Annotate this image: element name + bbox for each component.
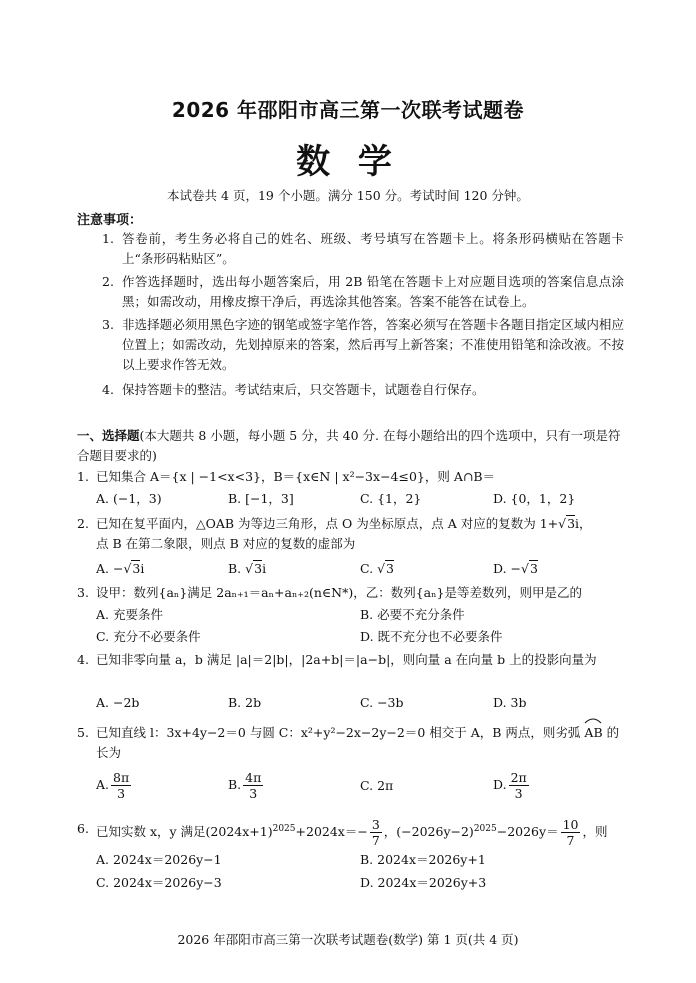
options-row bbox=[96, 695, 626, 715]
option-a: A. −√3i bbox=[96, 561, 145, 576]
option-d: D. −√3 bbox=[493, 561, 538, 576]
options-row bbox=[96, 561, 626, 581]
numerator: 2π bbox=[510, 770, 527, 785]
denominator: 3 bbox=[514, 786, 523, 801]
notice-heading: 注意事项： bbox=[77, 213, 143, 228]
option-b: B. 2024x＝2026y+1 bbox=[360, 852, 486, 867]
question-2 bbox=[77, 514, 625, 554]
option-b: B. √3i bbox=[228, 561, 267, 576]
question-number: 2. bbox=[77, 516, 89, 531]
option-label: B. bbox=[228, 777, 242, 792]
option-d bbox=[493, 770, 531, 801]
options-row bbox=[96, 873, 626, 893]
fraction bbox=[509, 770, 529, 801]
options-row bbox=[96, 627, 626, 647]
stem-text: ，则 bbox=[582, 824, 608, 840]
denominator: 3 bbox=[117, 786, 126, 801]
option-a: A. −2b bbox=[96, 695, 140, 710]
option-c: C. 2024x＝2026y−3 bbox=[96, 875, 222, 890]
options-row bbox=[96, 850, 626, 870]
question-stem: 已知非零向量 a，b 满足 |a|＝2|b|，|2a+b|＝|a−b|，则向量 a 在向量 b 上的投影向量为 bbox=[96, 652, 597, 667]
option-c: C. −3b bbox=[360, 695, 404, 710]
question-number: 1. bbox=[77, 469, 89, 484]
notice-item-text: 作答选择题时，选出每小题答案后，用 2B 铅笔在答题卡上对应题目选项的答案信息点涂黑；如需改动，用橡皮擦干净后，再选涂其他答案。答案不能答在试卷上。 bbox=[122, 274, 624, 309]
numerator: 8π bbox=[113, 770, 130, 785]
arc-icon bbox=[583, 716, 603, 724]
option-suffix: i bbox=[262, 561, 267, 576]
notice-item-number: 3. bbox=[102, 317, 114, 332]
option-a bbox=[96, 770, 133, 801]
section-heading bbox=[77, 426, 625, 466]
stem-text: i， bbox=[575, 516, 592, 531]
option-c: C. 充分不必要条件 bbox=[96, 629, 201, 644]
option-d: D. 既不充分也不必要条件 bbox=[360, 629, 503, 644]
subject-title: 数 学 bbox=[296, 142, 400, 182]
question-number: 4. bbox=[77, 652, 89, 667]
question-stem: 已知在复平面内，△OAB 为等边三角形，点 O 为坐标原点，点 A 对应的复数为 1+√3i， 点 B 在第二象限，则点 B 对应的复数的虚部为 bbox=[96, 516, 592, 551]
section-label: 一、选择题 bbox=[77, 428, 140, 443]
option-d: D. 2024x＝2026y+3 bbox=[360, 875, 487, 890]
numerator: 3 bbox=[371, 817, 380, 833]
sqrt-radicand: 3 bbox=[254, 561, 263, 576]
exam-title: 2026 年邵阳市高三第一次联考试题卷 bbox=[171, 98, 525, 122]
fraction bbox=[561, 817, 581, 848]
notice-item-number: 1. bbox=[102, 231, 114, 246]
option-label: B. bbox=[228, 561, 246, 576]
notice-item bbox=[102, 272, 624, 312]
sqrt-radicand: 3 bbox=[132, 561, 141, 576]
question-stem: 已知集合 A＝{x | −1<x<3}，B＝{x∈N | x²−3x−4≤0}，则 A∩B＝ bbox=[96, 469, 496, 484]
denominator: 3 bbox=[249, 786, 258, 801]
stem-text: 已知实数 x，y 满足(2024x+1) bbox=[96, 824, 273, 840]
option-c: C. {1，2} bbox=[360, 491, 422, 506]
question-4 bbox=[77, 650, 625, 670]
option-label: C. bbox=[360, 561, 378, 576]
stem-text: 已知直线 l：3x+4y−2＝0 与圆 C：x²+y²−2x−2y−2＝0 相交于 A，B 两点，则劣弧 bbox=[96, 725, 581, 740]
fraction bbox=[370, 817, 382, 848]
notice-item bbox=[102, 315, 624, 375]
stem-text: 长为 bbox=[96, 745, 122, 760]
notice-item-text: 保持答题卡的整洁。考试结束后，只交答题卡，试题卷自行保存。 bbox=[122, 382, 485, 397]
option-label: A. bbox=[96, 777, 110, 792]
notice-item-text: 答卷前，考生务必将自己的姓名、班级、考号填写在答题卡上。将条形码横贴在答题卡上“条形码粘贴区”。 bbox=[122, 231, 624, 266]
numerator: 10 bbox=[562, 817, 579, 833]
question-number: 6. bbox=[77, 821, 89, 836]
option-b bbox=[228, 770, 265, 801]
arc-label: AB bbox=[584, 725, 603, 740]
denominator: 7 bbox=[566, 833, 575, 849]
question-stem bbox=[77, 812, 625, 849]
exponent: 2025 bbox=[473, 824, 497, 834]
option-b: B. 2b bbox=[228, 695, 262, 710]
stem-text: ，(−2026y−2) bbox=[383, 824, 474, 840]
stem-text: 点 B 在第二象限，则点 B 对应的复数的虚部为 bbox=[96, 536, 356, 551]
option-c: C. √3 bbox=[360, 561, 394, 576]
arc-ab bbox=[584, 723, 602, 743]
sqrt-radicand: 3 bbox=[386, 561, 394, 576]
stem-text: +2024x＝− bbox=[295, 824, 368, 840]
option-c: C. 2π bbox=[360, 778, 394, 793]
option-label: A. − bbox=[96, 561, 124, 576]
question-number: 5. bbox=[77, 725, 89, 740]
question-stem bbox=[77, 723, 625, 763]
question-6 bbox=[77, 812, 625, 849]
option-b: B. [−1，3] bbox=[228, 491, 294, 506]
stem-text: 的 bbox=[606, 725, 620, 740]
option-d: D. 3b bbox=[493, 695, 527, 710]
option-a: A. 2024x＝2026y−1 bbox=[96, 852, 222, 867]
numerator: 4π bbox=[245, 770, 262, 785]
question-3 bbox=[77, 583, 625, 603]
stem-text: −2026y＝ bbox=[496, 824, 559, 840]
question-number: 3. bbox=[77, 585, 89, 600]
question-5 bbox=[77, 723, 625, 763]
option-label: D. − bbox=[493, 561, 521, 576]
fraction bbox=[111, 770, 131, 801]
denominator: 7 bbox=[371, 833, 380, 849]
notice-item-number: 4. bbox=[102, 382, 114, 397]
notice-item-text: 非选择题必须用黑色字迹的钢笔或签字笔作答，答案必须写在答题卡各题目指定区域内相应位置上；如需改动，先划掉原来的答案，然后再写上新答案；不准使用铅笔和涂改液。不按以上要求作答无效。 bbox=[122, 317, 624, 372]
question-1 bbox=[77, 467, 625, 487]
options-row bbox=[96, 489, 626, 509]
options-row bbox=[96, 605, 626, 625]
notice-item bbox=[102, 380, 624, 400]
sqrt-radicand: 3 bbox=[567, 516, 576, 531]
question-stem: 设甲：数列{aₙ}满足 2aₙ₊₁＝aₙ+aₙ₊₂(n∈N*)，乙：数列{aₙ}是等差数列，则甲是乙的 bbox=[96, 585, 582, 600]
option-a: A. 充要条件 bbox=[96, 607, 163, 622]
page-footer: 2026 年邵阳市高三第一次联考试题卷(数学) 第 1 页(共 4 页) bbox=[177, 932, 519, 947]
notice-item bbox=[102, 229, 624, 269]
option-label: D. bbox=[493, 777, 507, 792]
stem-text: 已知在复平面内，△OAB 为等边三角形，点 O 为坐标原点，点 A 对应的复数为 1+ bbox=[96, 516, 559, 531]
option-suffix: i bbox=[140, 561, 145, 576]
section-description: (本大题共 8 小题，每小题 5 分，共 40 分. 在每小题给出的四个选项中，只有一项是符合题目要求的) bbox=[77, 428, 621, 463]
option-d: D. {0，1，2} bbox=[493, 491, 576, 506]
exponent: 2025 bbox=[272, 824, 296, 834]
options-row bbox=[96, 770, 626, 804]
sqrt-radicand: 3 bbox=[529, 561, 538, 576]
exam-intro: 本试卷共 4 页，19 个小题。满分 150 分。考试时间 120 分钟。 bbox=[167, 188, 529, 203]
option-a: A. (−1，3) bbox=[96, 491, 162, 506]
fraction bbox=[243, 770, 263, 801]
option-b: B. 必要不充分条件 bbox=[360, 607, 465, 622]
notice-item-number: 2. bbox=[102, 274, 114, 289]
